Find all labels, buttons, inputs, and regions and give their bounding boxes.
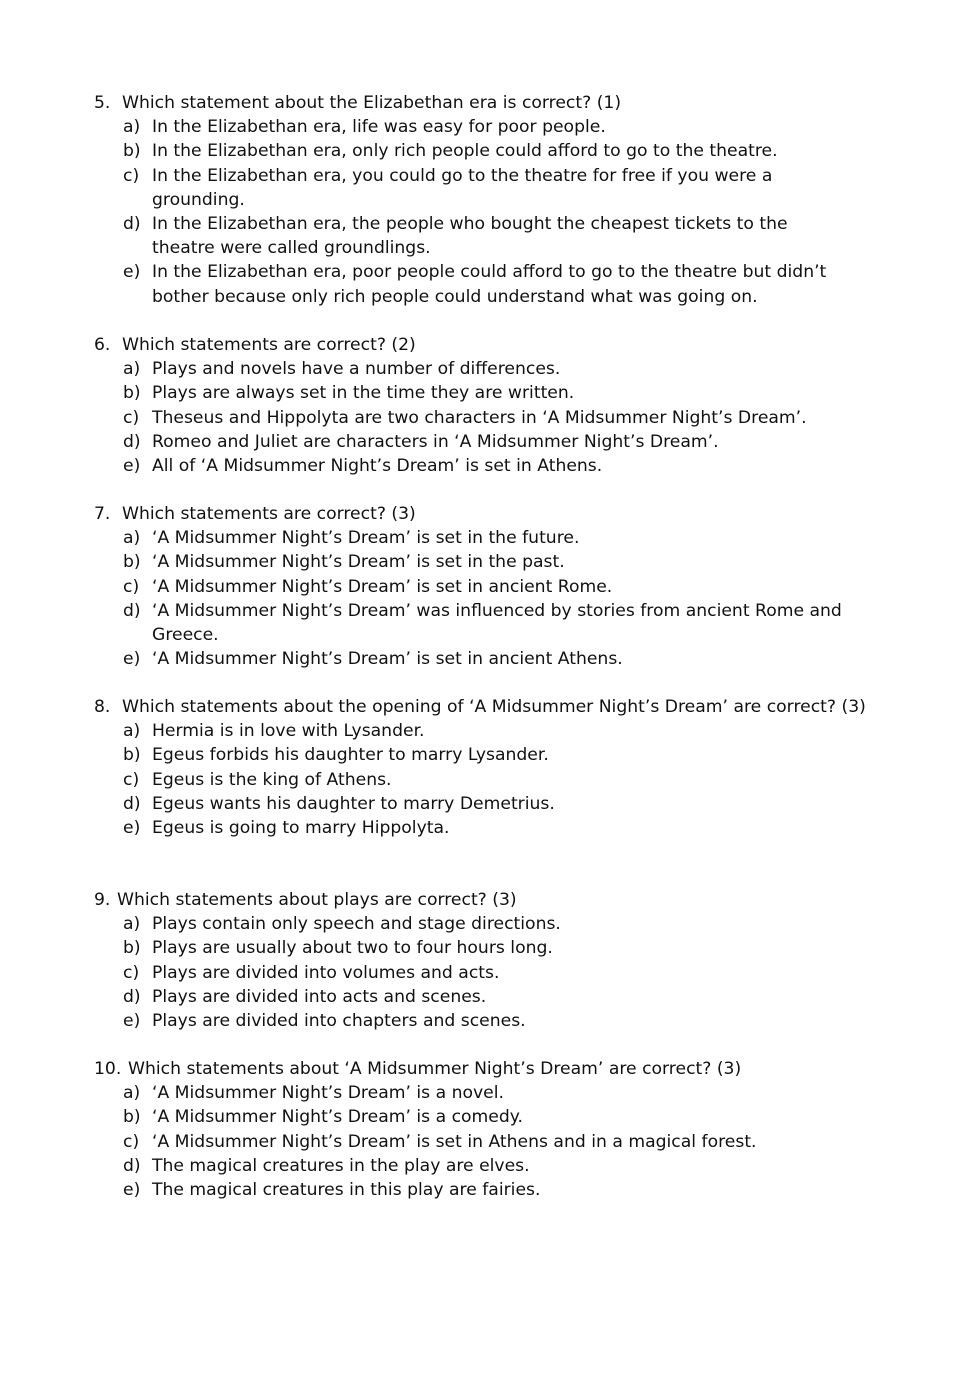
option-text: Plays are divided into volumes and acts. [152,962,500,983]
option-text: ‘A Midsummer Night’s Dream’ is a comedy. [152,1107,523,1128]
option-text: In the Elizabethan era, the people who bought the cheapest tickets to the theatre were called groundlings. [152,214,788,259]
option-b [94,743,894,767]
option-letter: e) [123,1011,141,1032]
option-letter: a) [123,1083,141,1104]
option-b [94,1105,894,1129]
option-letter: c) [123,962,140,983]
option-e [94,260,894,308]
option-d [94,1154,894,1178]
option-b [94,550,894,574]
option-letter: a) [123,914,141,935]
question-number: 5. [94,93,111,113]
option-letter: a) [123,528,141,549]
question-8 [94,695,894,840]
question-text: Which statements are correct? (3) [122,504,416,524]
option-text: ‘A Midsummer Night’s Dream’ is set in the past. [152,552,565,573]
option-letter: c) [123,165,140,186]
option-text: Egeus wants his daughter to marry Demetrius. [152,793,555,814]
option-text: ‘A Midsummer Night’s Dream’ is set in Athens and in a magical forest. [152,1131,757,1152]
option-letter: d) [123,214,141,235]
option-text: In the Elizabethan era, life was easy for poor people. [152,117,606,138]
question-5 [94,91,894,309]
option-letter: a) [123,359,141,380]
question-heading [94,695,894,719]
option-letter: d) [123,600,141,621]
question-heading [94,1057,894,1081]
option-text: All of ‘A Midsummer Night’s Dream’ is set in Athens. [152,456,603,477]
option-a [94,115,894,139]
option-letter: a) [123,721,141,742]
option-text: Egeus is the king of Athens. [152,769,392,790]
question-text: Which statements about ‘A Midsummer Night’s Dream’ are correct? (3) [128,1059,742,1079]
option-text: ‘A Midsummer Night’s Dream’ is a novel. [152,1083,504,1104]
option-text: Egeus forbids his daughter to marry Lysander. [152,745,549,766]
option-c [94,768,894,792]
option-text: Hermia is in love with Lysander. [152,721,425,742]
option-d [94,599,894,647]
option-letter: d) [123,793,141,814]
option-a [94,357,894,381]
question-number: 9. [94,890,111,910]
option-e [94,1009,894,1033]
question-heading [94,333,894,357]
question-heading [94,888,894,912]
option-d [94,430,894,454]
option-text: Romeo and Juliet are characters in ‘A Midsummer Night’s Dream’. [152,431,719,452]
option-letter: b) [123,552,141,573]
option-c [94,406,894,430]
question-6 [94,333,894,478]
question-10 [94,1057,894,1202]
option-b [94,936,894,960]
option-letter: b) [123,383,141,404]
option-text: The magical creatures in this play are fairies. [152,1180,541,1201]
option-text: ‘A Midsummer Night’s Dream’ is set in ancient Rome. [152,576,613,597]
option-letter: e) [123,1180,141,1201]
option-c [94,1130,894,1154]
option-letter: d) [123,431,141,452]
option-letter: b) [123,938,141,959]
option-text: In the Elizabethan era, you could go to the theatre for free if you were a grounding. [152,165,773,210]
question-text: Which statements about plays are correct? (3) [117,890,517,910]
option-text: The magical creatures in the play are elves. [152,1155,530,1176]
option-d [94,792,894,816]
option-letter: e) [123,262,141,283]
option-letter: c) [123,407,140,428]
option-text: Plays contain only speech and stage directions. [152,914,561,935]
option-text: Egeus is going to marry Hippolyta. [152,818,450,839]
question-text: Which statement about the Elizabethan era is correct? (1) [122,93,622,113]
option-letter: b) [123,745,141,766]
option-d [94,985,894,1009]
option-text: Plays are usually about two to four hours long. [152,938,553,959]
option-c [94,961,894,985]
option-letter: d) [123,1155,141,1176]
option-d [94,212,894,260]
option-text: Plays are divided into acts and scenes. [152,986,487,1007]
option-e [94,454,894,478]
question-9 [94,888,894,1033]
question-text: Which statements about the opening of ‘A Midsummer Night’s Dream’ are correct? (3) [122,697,866,717]
option-letter: a) [123,117,141,138]
option-text: ‘A Midsummer Night’s Dream’ is set in the future. [152,528,580,549]
option-letter: e) [123,818,141,839]
question-heading [94,91,894,115]
option-text: In the Elizabethan era, poor people could afford to go to the theatre but didn’t bother because only rich people could understand what was going on. [152,262,827,307]
question-text: Which statements are correct? (2) [122,335,416,355]
option-letter: d) [123,986,141,1007]
option-letter: b) [123,141,141,162]
option-b [94,139,894,163]
option-letter: c) [123,1131,140,1152]
option-a [94,526,894,550]
option-e [94,1178,894,1202]
option-letter: e) [123,649,141,670]
option-a [94,912,894,936]
question-number: 8. [94,697,111,717]
option-c [94,164,894,212]
question-number: 7. [94,504,111,524]
option-letter: c) [123,769,140,790]
option-a [94,719,894,743]
option-text: Plays are always set in the time they are written. [152,383,575,404]
option-c [94,575,894,599]
option-letter: e) [123,456,141,477]
option-text: Plays and novels have a number of differences. [152,359,561,380]
question-heading [94,502,894,526]
option-text: In the Elizabethan era, only rich people could afford to go to the theatre. [152,141,778,162]
option-text: Theseus and Hippolyta are two characters in ‘A Midsummer Night’s Dream’. [152,407,807,428]
option-a [94,1081,894,1105]
option-e [94,647,894,671]
question-7 [94,502,894,671]
option-text: Plays are divided into chapters and scenes. [152,1011,526,1032]
option-e [94,816,894,840]
question-number: 6. [94,335,111,355]
option-b [94,381,894,405]
option-letter: c) [123,576,140,597]
option-letter: b) [123,1107,141,1128]
option-text: ‘A Midsummer Night’s Dream’ is set in ancient Athens. [152,649,623,670]
option-text: ‘A Midsummer Night’s Dream’ was influenced by stories from ancient Rome and Greece. [152,600,842,646]
question-number: 10. [94,1059,122,1079]
